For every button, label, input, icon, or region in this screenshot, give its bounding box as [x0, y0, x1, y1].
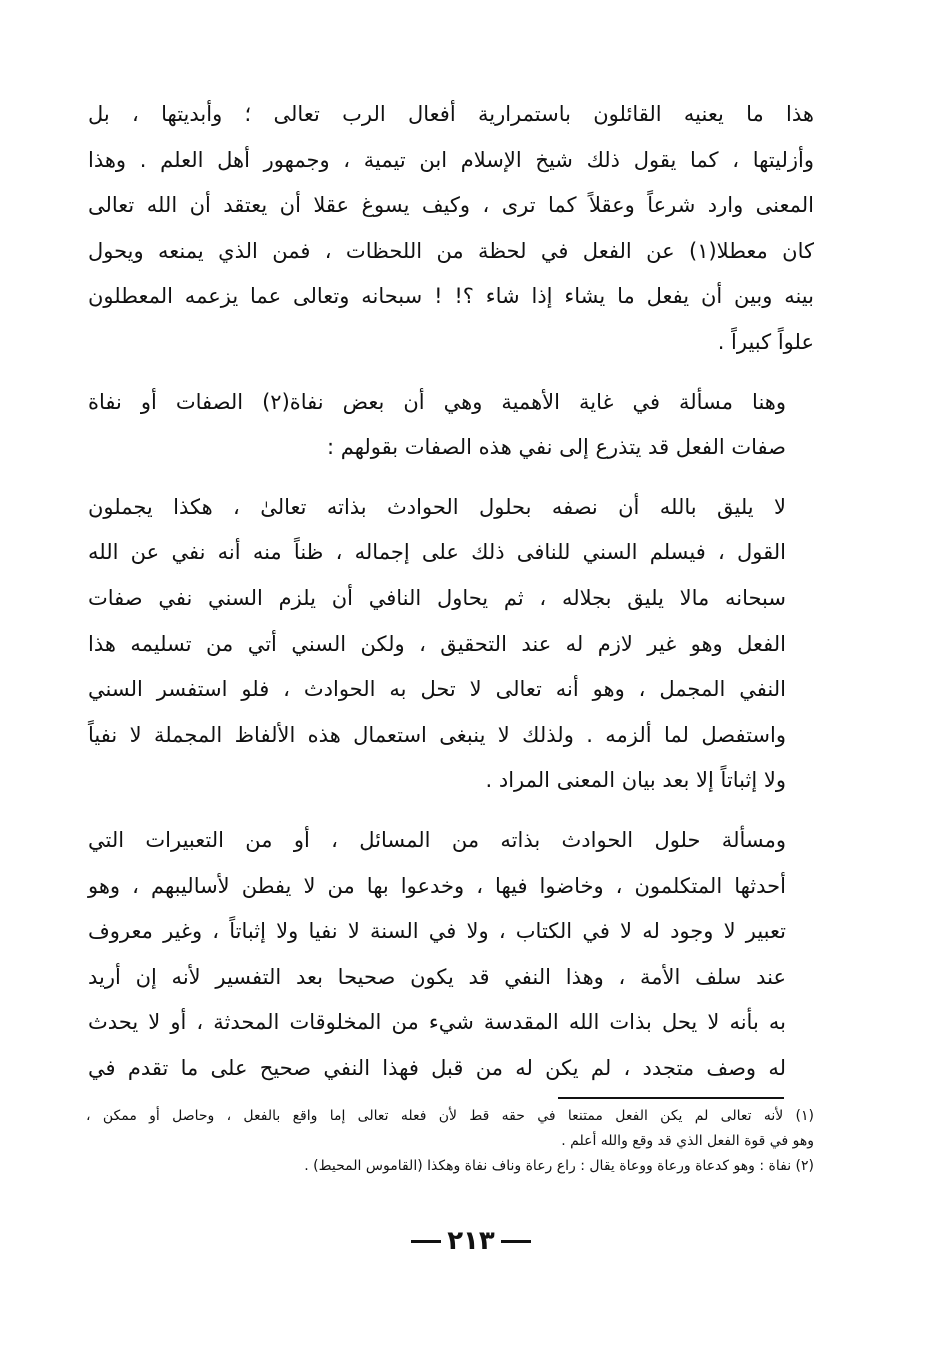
text-line: هذا ما يعنيه القائلون باستمرارية أفعال الرب تعالى ؛ وأبديتها ، بل [88, 102, 814, 126]
text-line: كان معطلا(١) عن الفعل في لحظة من اللحظات ، فمن الذي يمنعه ويحول [88, 238, 815, 263]
footnote-line: وهو في قوة الفعل الذي قد وقع والله أعلم . [561, 1133, 814, 1149]
footnotes [86, 1104, 814, 1179]
text-line: وأزليتها ، كما يقول ذلك شيخ الإسلام ابن تيمية ، وجمهور أهل العلم . وهذا [88, 147, 814, 172]
text-line: النفي المجمل ، وهو أنه تعالى لا تحل به الحوادث ، فلو استفسر السني [88, 677, 786, 702]
page-number-dash [411, 1240, 441, 1243]
paragraph-2 [88, 380, 814, 471]
text-line: به بأنه لا يحل بذات الله المقدسة شيء من المخلوقات المحدثة ، أو لا يحدث [88, 1010, 786, 1035]
page-number-dash [501, 1240, 531, 1243]
footnote-2 [86, 1154, 814, 1179]
text-line: سبحانه مالا يليق بجلاله ، ثم يحاول النافي أن يلزم السني نفي صفات [88, 585, 786, 610]
text-line: الفعل وهو غير لازم له عند التحقيق ، ولكن السني أتي من تسليمه هذا [88, 631, 786, 656]
text-line: عند سلف الأمة ، وهذا النفي قد يكون صحيحا بعد التفسير لأنه إن أريد [88, 964, 786, 989]
footnote-line: (٢) نفاة : وهو كدعاة ورعاة ووعاة يقال : راع رعاة وناف نفاة وهكذا (القاموس المحيط) . [304, 1158, 814, 1174]
text-line: ومسألة حلول الحوادث بذاته من المسائل ، أو من التعبيرات التي [88, 827, 786, 852]
page-number-value: ٢١٣ [447, 1226, 495, 1256]
text-line: واستفصل لما ألزمه . ولذلك لا ينبغى استعمال هذه الألفاظ المجملة لا نفياً [88, 722, 786, 747]
paragraph-3 [88, 485, 814, 804]
main-text [88, 92, 814, 1091]
text-line: بينه وبين أن يفعل ما يشاء إذا شاء ؟! ! سبحانه وتعالى عما يزعمه المعطلون [88, 284, 814, 309]
page-number [0, 1226, 942, 1256]
text-line: صفات الفعل قد يتذرع إلى نفي هذه الصفات بقولهم : [326, 435, 786, 460]
footnote-line: (١) لأنه تعالى لم يكن الفعل ممتنعا في حقه قط لأن فعله تعالى إما واقع بالفعل ، وحاصل أو ممكن ، [86, 1108, 814, 1124]
text-line: وهنا مسألة في غاية الأهمية وهي أن بعض نفاة(٢) الصفات أو نفاة [88, 389, 786, 414]
text-line: تعبير لا وجود له لا في الكتاب ، ولا في السنة لا نفيا ولا إثباتاً ، وغير معروف [88, 919, 786, 944]
text-line: علواً كبيراً . [717, 329, 814, 354]
text-line: المعنى وارد شرعاً وعقلاً كما ترى ، وكيف يسوغ عقلا أن يعتقد أن الله تعالى [88, 193, 814, 218]
paragraph-4 [88, 818, 814, 1092]
footnote-divider [558, 1097, 784, 1099]
text-line: القول ، فيسلم السني للنافى ذلك على إجماله ، ظناً منه أنه نفي عن الله [88, 540, 786, 565]
text-line: له وصف متجدد ، لم يكن له من قبل فهذا النفي صحيح على ما تقدم في [88, 1055, 786, 1080]
text-line: لا يليق بالله أن نصفه بحلول الحوادث بذاته تعالىٰ ، هكذا يجملون [88, 494, 786, 519]
footnote-1 [86, 1104, 814, 1154]
text-line: ولا إثباتاً إلا بعد بيان المعنى المراد . [485, 768, 786, 793]
paragraph-1 [88, 92, 814, 366]
text-line: أحدثها المتكلمون ، وخاضوا فيها ، وخدعوا بها من لا يفطن لأساليبهم ، وهو [88, 873, 786, 898]
